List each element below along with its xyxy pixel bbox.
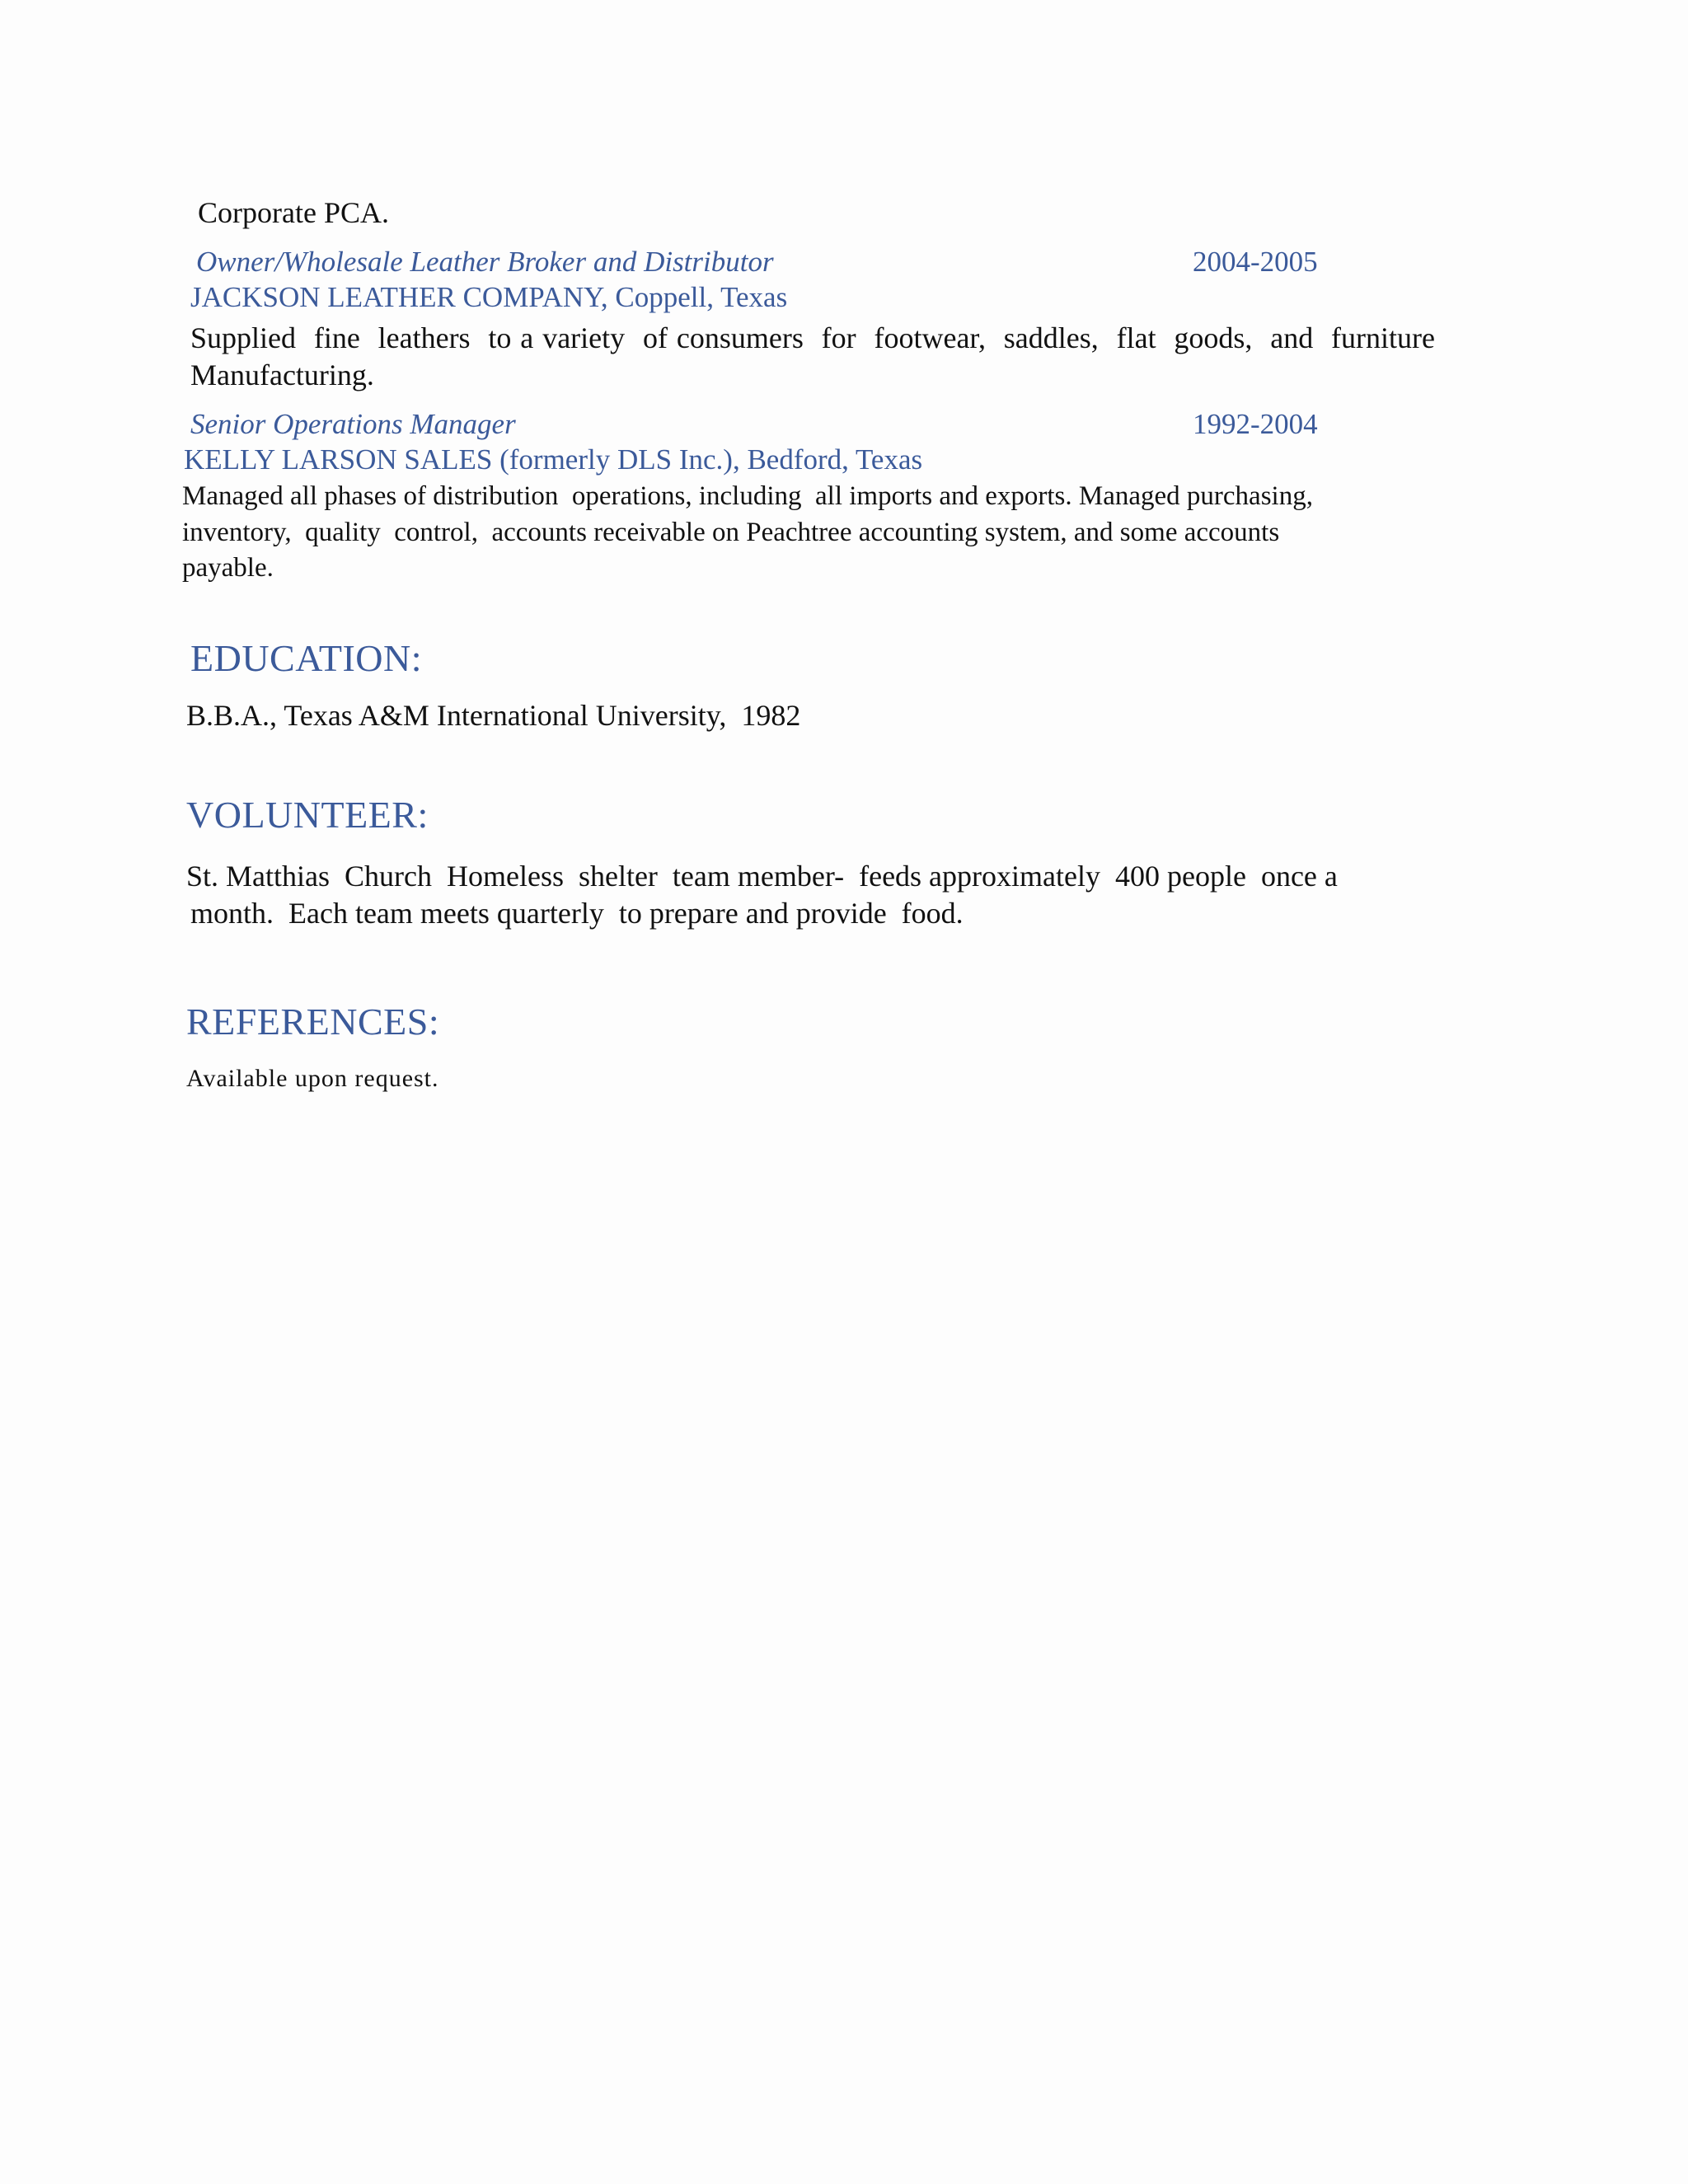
references-text: Available upon request.	[186, 1065, 439, 1092]
education-text: B.B.A., Texas A&M International University, 1982	[186, 699, 801, 732]
volunteer-line: St. Matthias Church Homeless shelter team member- feeds approximately 400 people once a	[186, 860, 1338, 893]
job-company: KELLY LARSON SALES (formerly DLS Inc.), Bedford, Texas	[184, 443, 923, 476]
job-dates: 1992-2004	[1193, 408, 1318, 440]
education-heading: EDUCATION:	[190, 637, 422, 679]
volunteer-heading: VOLUNTEER:	[186, 794, 429, 836]
job-description-line: payable.	[182, 553, 274, 583]
job-description-line: Manufacturing.	[190, 359, 374, 391]
job-description-line: inventory, quality control, accounts receivable on Peachtree accounting system, and some accounts	[182, 518, 1280, 547]
job-description-line: Supplied fine leathers to a variety of consumers for footwear, saddles, flat goods, and furniture	[190, 321, 1435, 354]
job-dates: 2004-2005	[1193, 246, 1318, 278]
job-title: Owner/Wholesale Leather Broker and Distributor	[196, 246, 774, 278]
job-company: JACKSON LEATHER COMPANY, Coppell, Texas	[190, 281, 788, 313]
job-description-line: Managed all phases of distribution operations, including all imports and exports. Managed purchasing,	[182, 481, 1313, 511]
volunteer-line: month. Each team meets quarterly to prepare and provide food.	[190, 897, 964, 930]
job-title: Senior Operations Manager	[190, 408, 516, 440]
continued-text: Corporate PCA.	[198, 196, 389, 229]
references-heading: REFERENCES:	[186, 1001, 440, 1043]
